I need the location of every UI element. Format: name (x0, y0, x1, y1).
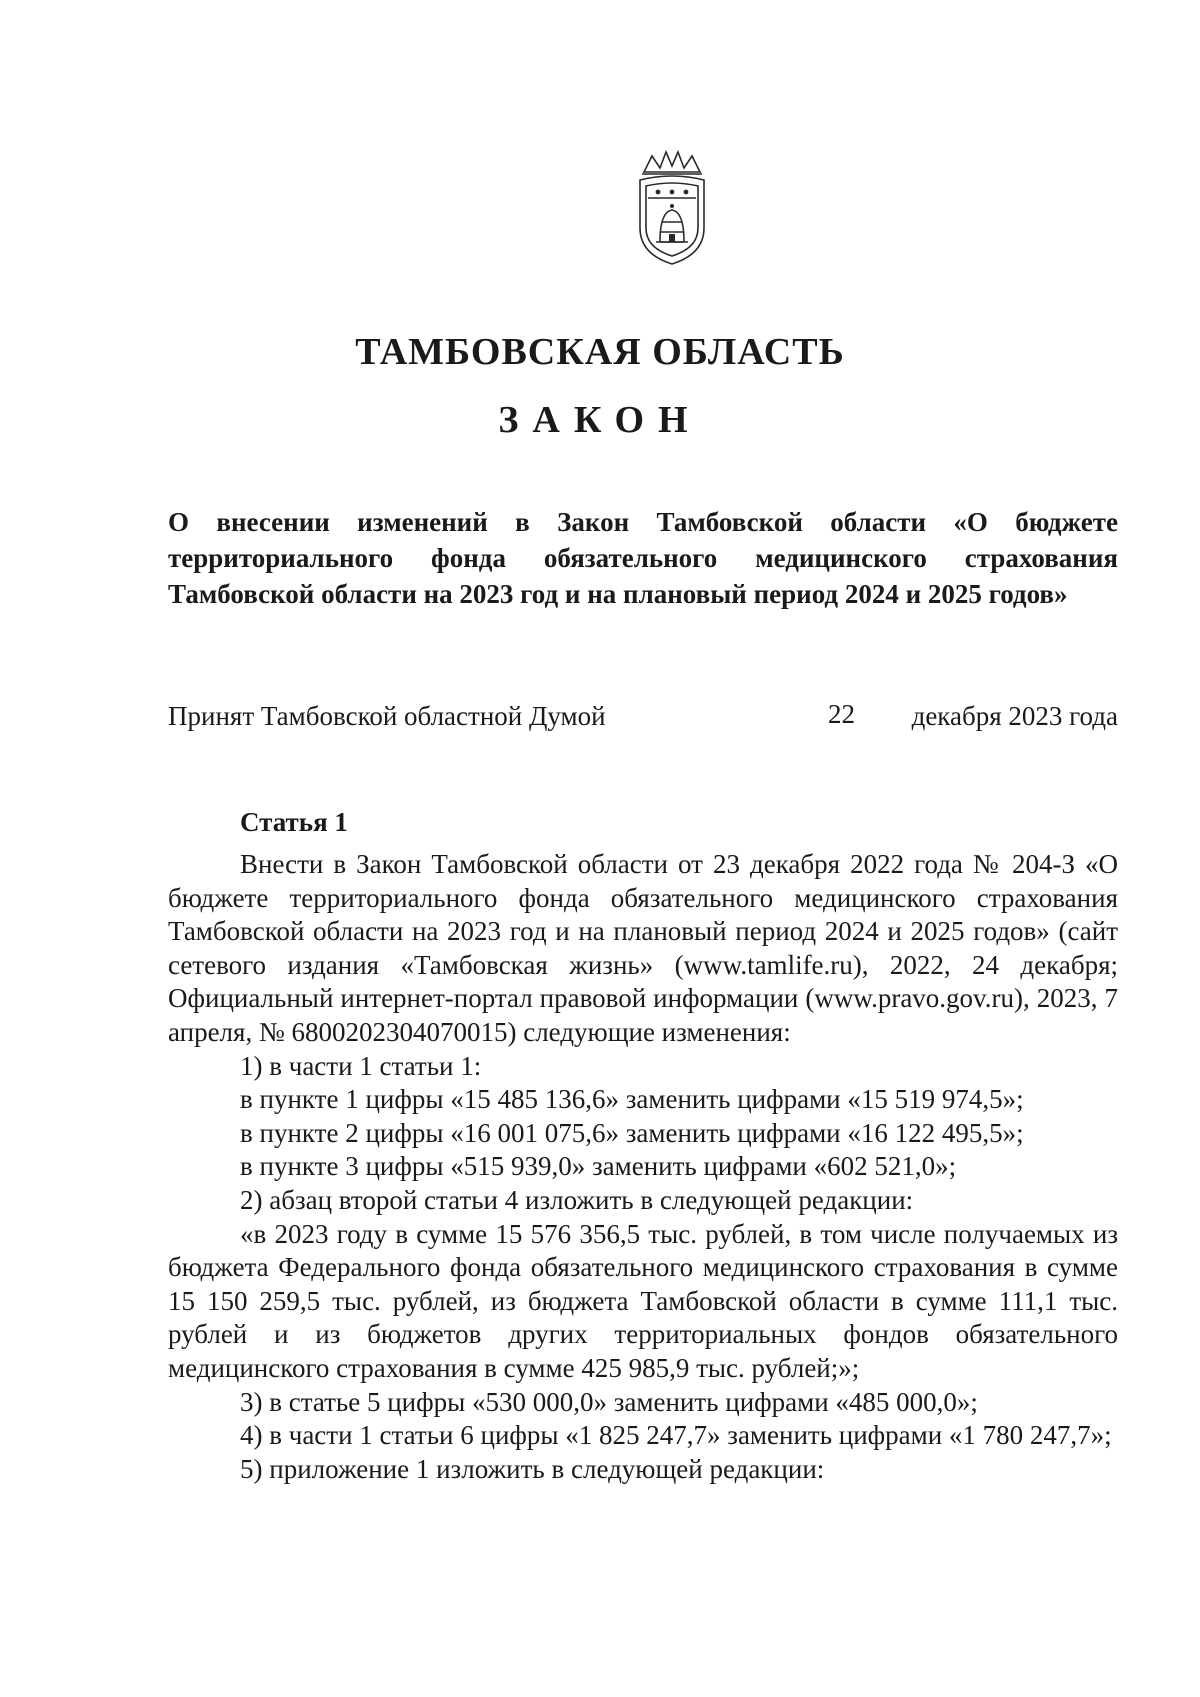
list-item: 2) абзац второй статьи 4 изложить в следующей редакции: (240, 1184, 914, 1215)
list-item: 5) приложение 1 изложить в следующей редакции: (240, 1453, 825, 1484)
list-item: 1) в части 1 статьи 1: (240, 1050, 482, 1081)
region-heading: ТАМБОВСКАЯ ОБЛАСТЬ (355, 331, 845, 373)
adopted-by-label: Принят Тамбовской областной Думой (168, 701, 606, 731)
adoption-day: 22 (828, 699, 855, 729)
list-item: 3) в статье 5 цифры «530 000,0» заменить цифрами «485 000,0»; (240, 1386, 978, 1417)
list-item: в пункте 2 цифры «16 001 075,6» заменить цифрами «16 122 495,5»; (240, 1117, 1024, 1148)
list-item: 4) в части 1 статьи 6 цифры «1 825 247,7» заменить цифрами «1 780 247,7»; (240, 1420, 1112, 1451)
article-heading: Статья 1 (240, 807, 348, 837)
article-body (168, 848, 1118, 1486)
document-type-heading: ЗАКОН (498, 399, 702, 441)
list-item: в пункте 1 цифры «15 485 136,6» заменить цифрами «15 519 974,5»; (240, 1084, 1024, 1115)
adoption-date: декабря 2023 года (911, 701, 1118, 731)
article-intro-paragraph: Внести в Закон Тамбовской области от 23 декабря 2022 года № 204-З «О бюджете территориального фонда обязательного медицинского страхования Тамбовской области на 2023 год и на плановый период 2024 и 2025 годов» (сайт сетевого издания «Тамбовская жизнь» (www.tamlife.ru), 2022, 24 декабря; Официальный интернет-портал правовой информации (www.pravo.gov.ru), 2023, 7 апреля, № 6800202304070015) следующие изменения: (168, 849, 1118, 1047)
coat-of-arms-icon (630, 150, 714, 266)
law-title: О внесении изменений в Закон Тамбовской области «О бюджете территориального фонда обязательного медицинского страхования Тамбовской области на 2023 год и на плановый период 2024 и 2025 годов» (168, 507, 1118, 609)
list-item: «в 2023 году в сумме 15 576 356,5 тыс. рублей, в том числе получаемых из бюджета Федерального фонда обязательного медицинского страхования в сумме 15 150 259,5 тыс. рублей, из бюджета Тамбовской области в сумме 111,1 тыс. рублей и из бюджетов других территориальных фондов обязательного медицинского страхования в сумме 425 985,9 тыс. рублей;»; (168, 1218, 1118, 1383)
adoption-line (168, 698, 1118, 738)
list-item: в пункте 3 цифры «515 939,0» заменить цифрами «602 521,0»; (240, 1151, 957, 1182)
